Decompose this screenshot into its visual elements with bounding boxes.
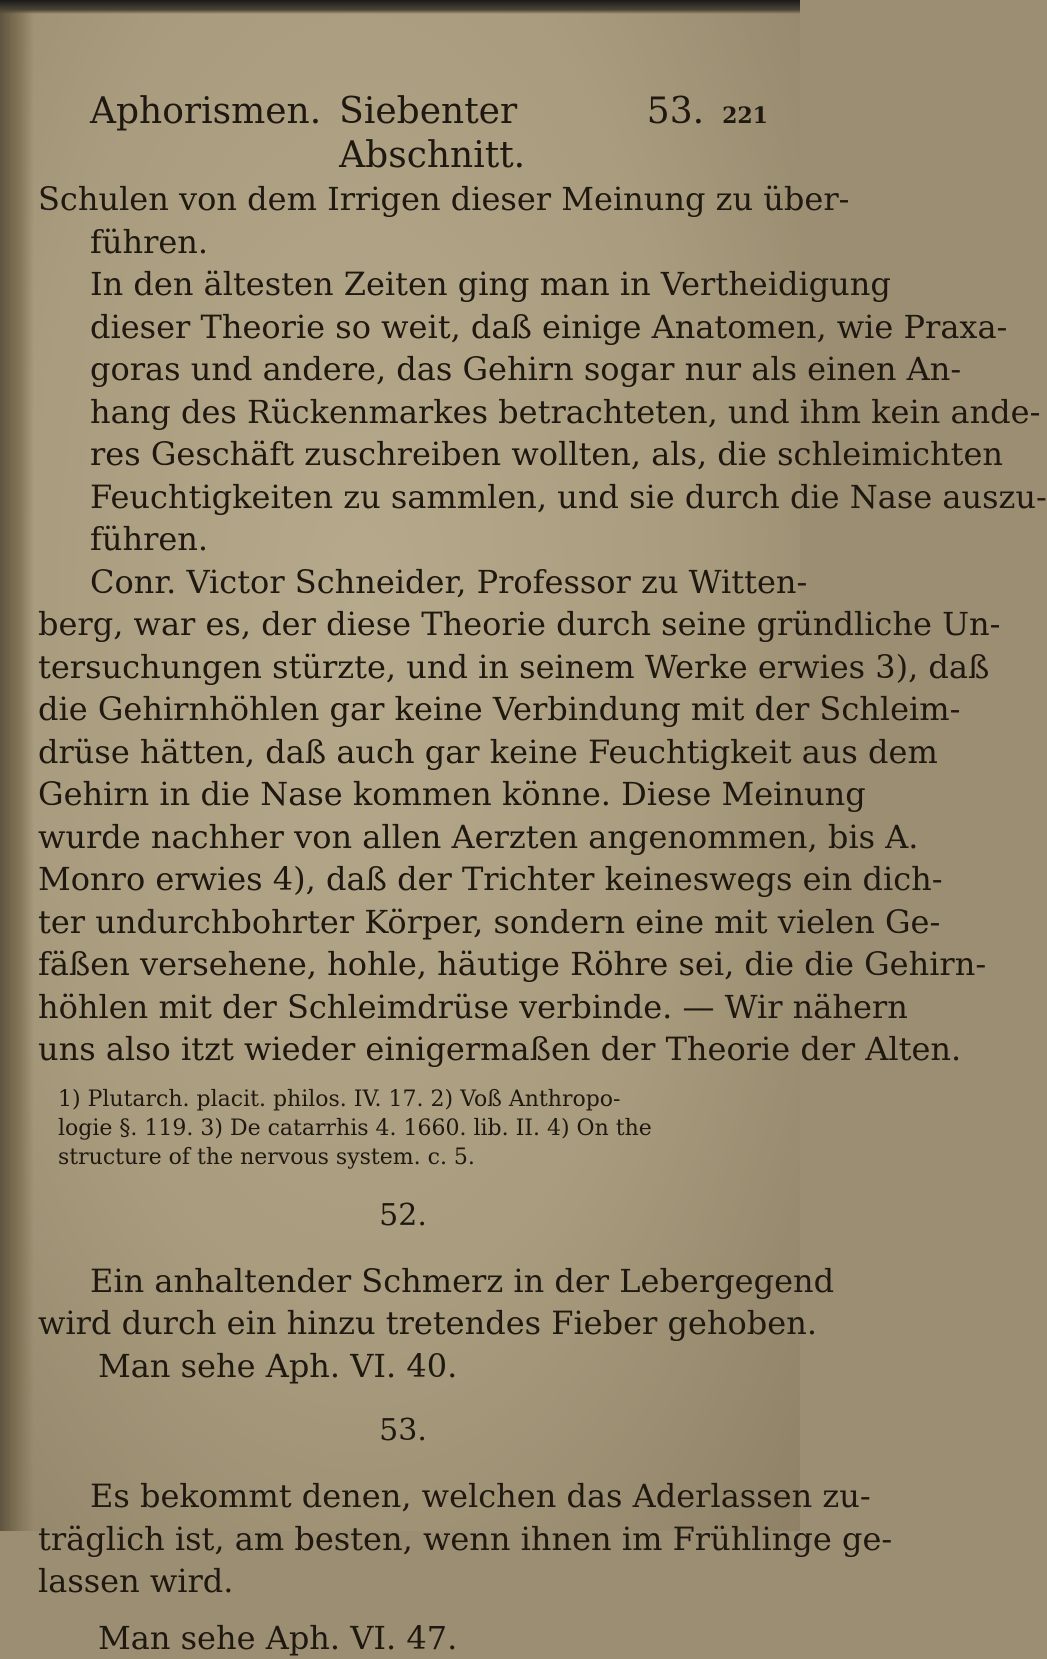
body-line: In den ältesten Zeiten ging man in Vertheidigung — [38, 263, 768, 306]
book-spine-shadow — [0, 0, 34, 1531]
header-chapter: Siebenter Abschnitt. — [339, 90, 629, 178]
body-line: die Gehirnhöhlen gar keine Verbindung mit der Schleim- — [38, 688, 768, 731]
page-top-edge — [0, 0, 800, 14]
body-line: wurde nachher von allen Aerzten angenommen, bis A. — [38, 816, 768, 859]
body-line: res Geschäft zuschreiben wollten, als, die schleimichten — [38, 433, 768, 476]
body-line: goras und andere, das Gehirn sogar nur als einen An- — [38, 348, 768, 391]
aphorism-reference: Man sehe Aph. VI. 47. — [38, 1617, 768, 1659]
header-section: 53. — [647, 90, 704, 134]
body-line: tersuchungen stürzte, und in seinem Werke erwies 3), daß — [38, 646, 768, 689]
footnote-line: structure of the nervous system. c. 5. — [38, 1143, 768, 1172]
body-line: ter undurchbohrter Körper, sondern eine mit vielen Ge- — [38, 901, 768, 944]
aphorism-line: lassen wird. — [38, 1560, 768, 1603]
body-line: berg, war es, der diese Theorie durch seine gründliche Un- — [38, 603, 768, 646]
footnote-line: logie §. 119. 3) De catarrhis 4. 1660. lib. II. 4) On the — [38, 1114, 768, 1143]
body-line: fäßen versehene, hohle, häutige Röhre sei, die die Gehirn- — [38, 943, 768, 986]
page-text — [38, 90, 768, 1659]
body-line: Conr. Victor Schneider, Professor zu Witten- — [38, 561, 768, 604]
body-line: uns also itzt wieder einigermaßen der Theorie der Alten. — [38, 1028, 768, 1071]
header-title: Aphorismen. — [90, 90, 321, 134]
aphorism-number: 52. — [38, 1194, 768, 1238]
aphorism-line: träglich ist, am besten, wenn ihnen im Frühlinge ge- — [38, 1518, 768, 1561]
aphorism-line: Es bekommt denen, welchen das Aderlassen zu- — [38, 1475, 768, 1518]
body-line: hang des Rückenmarkes betrachteten, und ihm kein ande- — [38, 391, 768, 434]
body-line: drüse hätten, daß auch gar keine Feuchtigkeit aus dem — [38, 731, 768, 774]
running-header — [90, 90, 768, 178]
aphorism-number: 53. — [38, 1409, 768, 1453]
body-line: dieser Theorie so weit, daß einige Anatomen, wie Praxa- — [38, 306, 768, 349]
body-line: Schulen von dem Irrigen dieser Meinung zu über- — [38, 178, 768, 221]
footnote-line: 1) Plutarch. placit. philos. IV. 17. 2) Voß Anthropo- — [38, 1085, 768, 1114]
aphorism-line: Ein anhaltender Schmerz in der Lebergegend — [38, 1260, 768, 1303]
aphorism-line: wird durch ein hinzu tretendes Fieber gehoben. — [38, 1302, 768, 1345]
body-line: Monro erwies 4), daß der Trichter keineswegs ein dich- — [38, 858, 768, 901]
aphorism-reference: Man sehe Aph. VI. 40. — [38, 1345, 768, 1388]
body-line: führen. — [38, 518, 768, 561]
body-line: höhlen mit der Schleimdrüse verbinde. — Wir nähern — [38, 986, 768, 1029]
body-line: führen. — [38, 221, 768, 264]
body-line: Feuchtigkeiten zu sammlen, und sie durch die Nase auszu- — [38, 476, 768, 519]
body-line: Gehirn in die Nase kommen könne. Diese Meinung — [38, 773, 768, 816]
page-number: 221 — [722, 94, 768, 138]
